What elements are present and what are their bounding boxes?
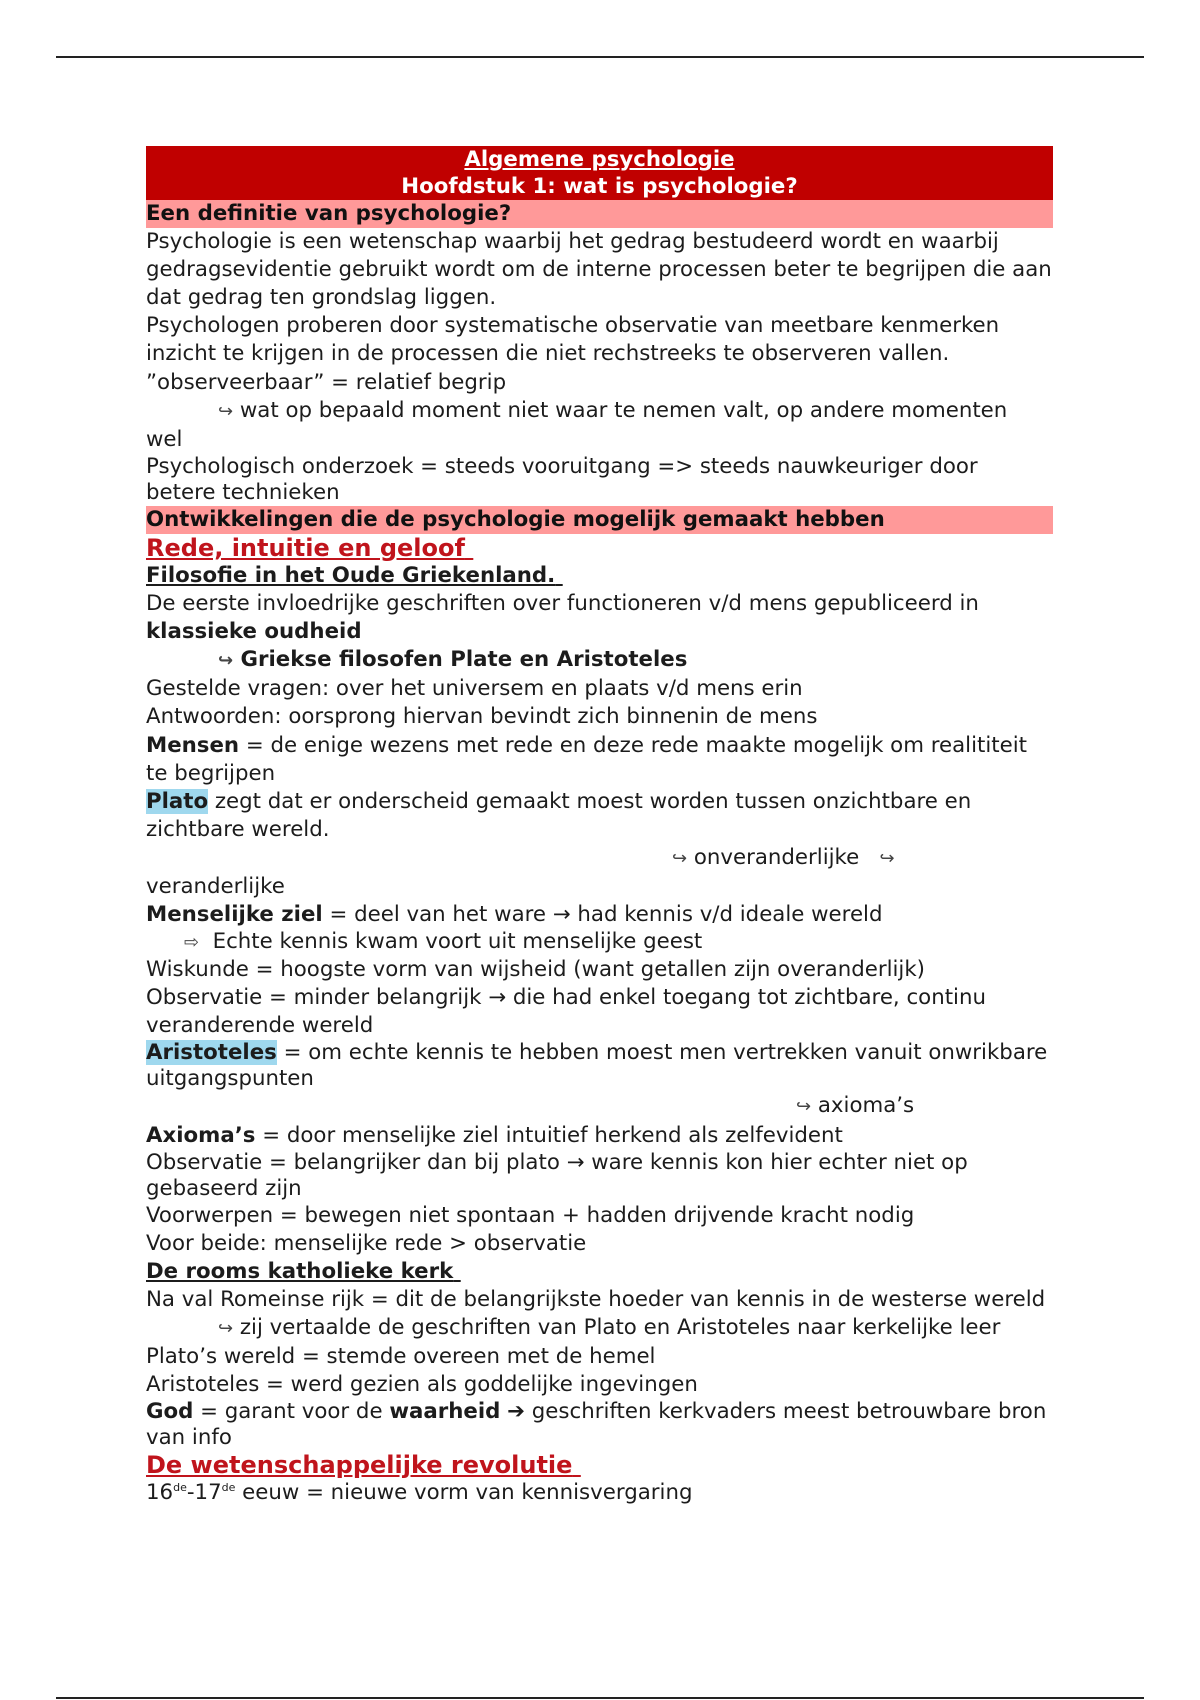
line-text: = door menselijke ziel intuitief herkend als zelfevident xyxy=(255,1122,843,1148)
line: Observatie = belangrijker dan bij plato → ware kennis kon hier echter niet op gebaseerd zijn xyxy=(146,1149,968,1201)
section-heading-definition: Een definitie van psychologie? xyxy=(146,200,1053,228)
term: God xyxy=(146,1399,194,1425)
line: veranderlijke xyxy=(146,873,285,899)
line xyxy=(146,732,1053,788)
hook-arrow-icon: ↪ xyxy=(218,650,234,672)
chapter-title: Hoofdstuk 1: wat is psychologie? xyxy=(401,174,798,199)
bottom-rule xyxy=(56,1697,1144,1699)
superscript: de xyxy=(221,1481,236,1495)
line xyxy=(146,901,1053,929)
line: Aristoteles = werd gezien als goddelijke ingevingen xyxy=(146,1372,698,1398)
line-text: = de enige wezens met rede en deze rede maakte mogelijk om realititeit te begrijpen xyxy=(146,732,1027,786)
subheading-filosofie: Filosofie in het Oude Griekenland. xyxy=(146,562,556,588)
line-text: = om echte kennis te hebben moest men vertrekken vanuit onwrikbare uitgangspunten xyxy=(146,1040,1048,1092)
hook-arrow-icon: ↪ xyxy=(796,1096,812,1118)
line-text: = deel van het ware → had kennis v/d ideale wereld xyxy=(322,902,883,928)
indented-line xyxy=(146,397,1053,426)
hook-arrow-icon: ↪ xyxy=(218,400,234,422)
subheading-kerk: De rooms katholieke kerk xyxy=(146,1258,454,1284)
line: Voorwerpen = bewegen niet spontaan + hadden drijvende kracht nodig xyxy=(146,1202,915,1228)
line-text: Griekse filosofen Plate en Aristoteles xyxy=(240,647,688,673)
line-text: zij vertaalde de geschriften van Plato en Aristoteles naar kerkelijke leer xyxy=(239,1315,1001,1340)
superscript: de xyxy=(173,1481,187,1495)
doc-title: Algemene psychologie xyxy=(464,147,735,172)
indented-line xyxy=(146,1314,1053,1343)
term: Mensen xyxy=(146,732,240,758)
right-line xyxy=(146,844,1053,873)
paragraph: Psychologen proberen door systematische observatie van meetbare kenmerken inzicht te krijgen in de processen die niet rechstreeks te observeren vallen. xyxy=(146,313,1000,367)
paragraph: Psychologie is een wetenschap waarbij het gedrag bestudeerd wordt en waarbij gedragsevidentie gebruikt wordt om de interne processen beter te begrijpen die aan dat gedrag ten grondslag liggen. xyxy=(146,229,1052,311)
line xyxy=(146,1122,1053,1150)
line: Wiskunde = hoogste vorm van wijsheid (want getallen zijn overanderlijk) xyxy=(146,957,925,983)
line: Observatie = minder belangrijk → die had enkel toegang tot zichtbare, continu veranderende wereld xyxy=(146,985,986,1039)
line: De eerste invloedrijke geschriften over functioneren v/d mens gepubliceerd in xyxy=(146,591,979,617)
line-text: = garant voor de xyxy=(193,1399,390,1425)
red-heading-revolutie: De wetenschappelijke revolutie xyxy=(146,1451,573,1480)
line: Voor beide: menselijke rede > observatie xyxy=(146,1230,587,1256)
term: Axioma’s xyxy=(146,1122,256,1148)
line-text: wat op bepaald moment niet waar te nemen valt, op andere momenten xyxy=(239,397,1008,423)
line-text: axioma’s xyxy=(817,1093,915,1119)
document-page xyxy=(146,146,1053,1507)
line xyxy=(146,1399,1053,1451)
right-line xyxy=(146,1092,1053,1121)
title-band xyxy=(146,146,1053,200)
hook-arrow-icon: ↪ xyxy=(218,1318,234,1339)
line-continuation: wel xyxy=(146,426,183,452)
indented-line xyxy=(146,646,1053,675)
line xyxy=(146,788,1053,844)
indented-line xyxy=(146,929,1053,956)
line xyxy=(146,1040,1053,1092)
hook-arrow-icon: ↪ xyxy=(879,847,895,869)
line-text: zegt dat er onderscheid gemaakt moest worden tussen onzichtbare en zichtbare wereld. xyxy=(146,788,972,842)
line: Na val Romeinse rijk = dit de belangrijkste hoeder van kennis in de westerse wereld xyxy=(146,1286,1046,1312)
bold-line: klassieke oudheid xyxy=(146,619,362,645)
paragraph: Psychologisch onderzoek = steeds vooruitgang => steeds nauwkeuriger door betere technieken xyxy=(146,453,978,505)
highlight-term: Aristoteles xyxy=(146,1040,277,1066)
red-heading-rede: Rede, intuitie en geloof xyxy=(146,533,465,562)
hook-arrow-icon: ↪ xyxy=(672,847,688,869)
line-text: Echte kennis kwam voort uit menselijke geest xyxy=(212,929,703,955)
section-heading-developments: Ontwikkelingen die de psychologie mogelijk gemaakt hebben xyxy=(146,506,1053,534)
line-text: ➔ geschriften kerkvaders meest betrouwbare bron van info xyxy=(146,1399,1047,1451)
line: Gestelde vragen: over het universem en plaats v/d mens erin xyxy=(146,676,803,702)
highlight-term: Plato xyxy=(146,788,209,814)
line: Plato’s wereld = stemde overeen met de hemel xyxy=(146,1344,656,1370)
line-text: onveranderlijke xyxy=(693,844,860,870)
term: waarheid xyxy=(389,1399,501,1425)
term: Menselijke ziel xyxy=(146,902,323,928)
line: 16de-17de eeuw = nieuwe vorm van kennisvergaring xyxy=(146,1480,693,1506)
double-arrow-icon: ⇨ xyxy=(184,932,200,954)
top-rule xyxy=(56,56,1144,58)
line: Antwoorden: oorsprong hiervan bevindt zich binnenin de mens xyxy=(146,704,818,730)
paragraph: ”observeerbaar” = relatief begrip xyxy=(146,369,507,395)
